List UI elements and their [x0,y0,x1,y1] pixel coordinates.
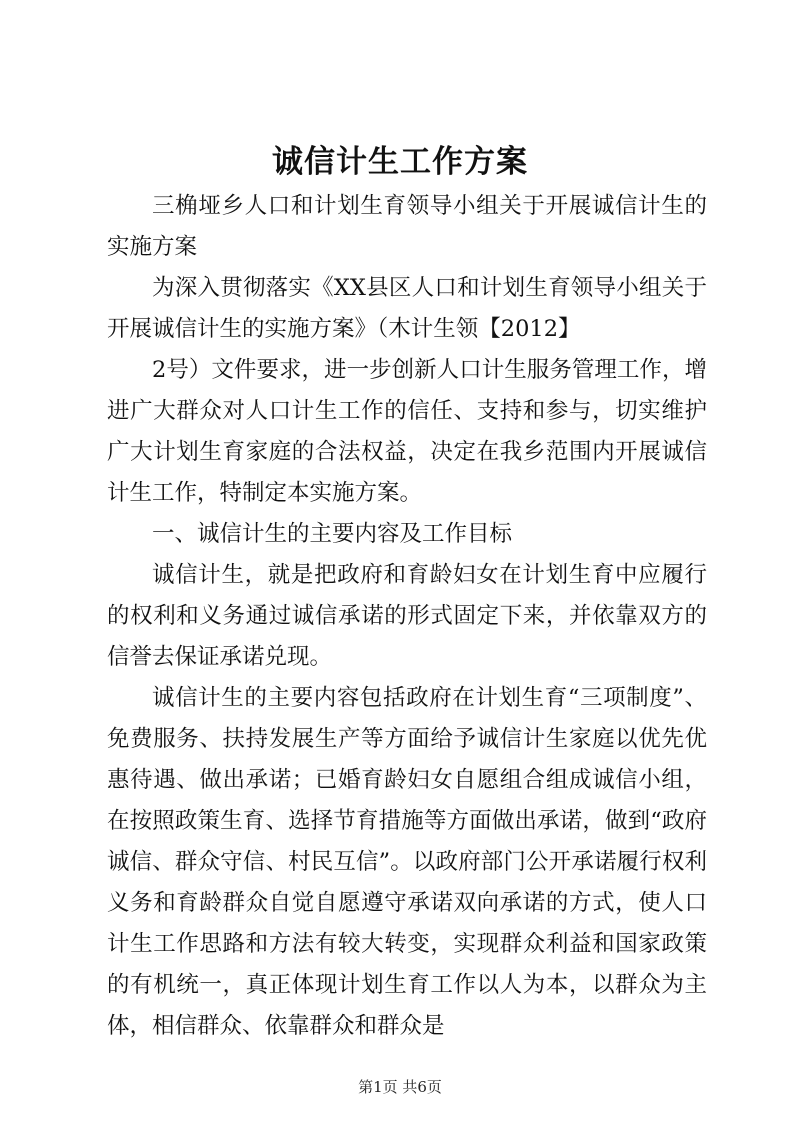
paragraph-content: 诚信计生的主要内容包括政府在计划生育“三项制度”、免费服务、扶持发展生产等方面给予诚信计生家庭以优先优惠待遇、做出承诺；已婚育龄妇女自愿组合组成诚信小组，在按照政策生育、选择节育措施等方面做出承诺，做到“政府诚信、群众守信、村民互信”。以政府部门公开承诺履行权利义务和育龄群众自觉自愿遵守承诺双向承诺的方式，使人口计生工作思路和方法有较大转变，实现群众利益和国家政策的有机统一，真正体现计划生育工作以人为本，以群众为主体，相信群众、依靠群众和群众是 [107,685,707,1039]
page-footer: 第1页 共6页 [358,1078,442,1096]
section-heading: 一、诚信计生的主要内容及工作目标 [152,521,513,547]
paragraph-subtitle: 三桷垭乡人口和计划生育领导小组关于开展诚信计生的实施方案 [107,193,707,260]
paragraph-intro: 为深入贯彻落实《XX县区人口和计划生育领导小组关于开展诚信计生的实施方案》（木计生领【2012】 [107,275,707,342]
document-title: 诚信计生工作方案 [272,144,528,180]
paragraph-purpose: 2号）文件要求，进一步创新人口计生服务管理工作，增进广大群众对人口计生工作的信任、支持和参与，切实维护广大计划生育家庭的合法权益，决定在我乡范围内开展诚信计生工作，特制定本实施方案。 [107,357,707,506]
document-body [107,186,707,1047]
paragraph-definition: 诚信计生，就是把政府和育龄妇女在计划生育中应履行的权利和义务通过诚信承诺的形式固定下来，并依靠双方的信誉去保证承诺兑现。 [107,562,707,670]
